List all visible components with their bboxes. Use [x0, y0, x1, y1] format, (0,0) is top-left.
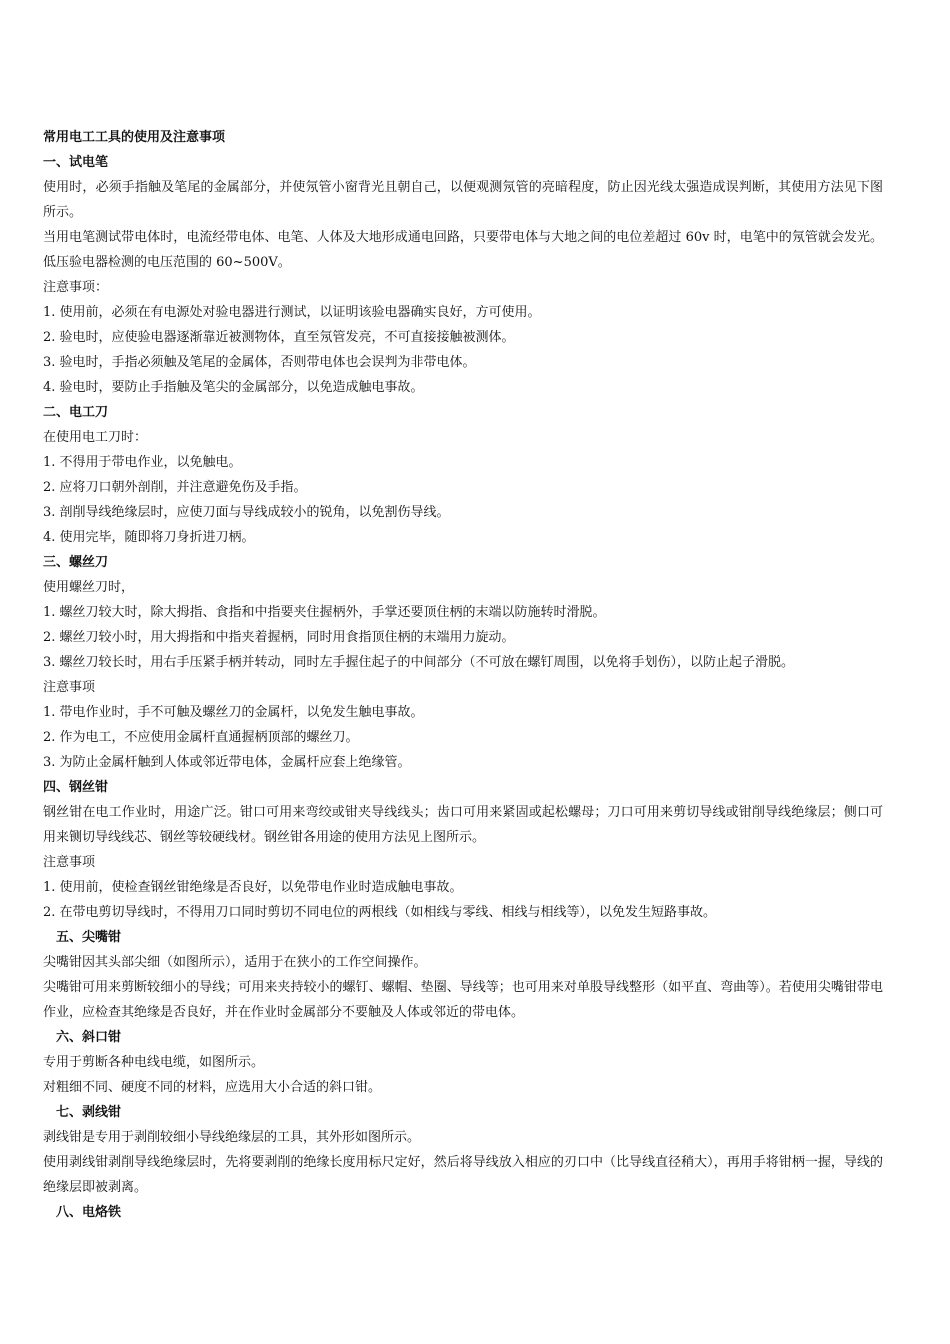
- paragraph: 钢丝钳在电工作业时，用途广泛。钳口可用来弯绞或钳夹导线线头；齿口可用来紧固或起松螺母；刀口可用来剪切导线或钳削导线绝缘层；侧口可用来铡切导线线芯、钢丝等较硬线材。钢丝钳各用途的使用方法见上图所示。: [43, 805, 883, 845]
- paragraph: 尖嘴钳因其头部尖细（如图所示），适用于在狭小的工作空间操作。: [43, 955, 427, 970]
- list-item: 3. 为防止金属杆触到人体或邻近带电体，金属杆应套上绝缘管。: [43, 755, 411, 770]
- list-item: 1. 带电作业时，手不可触及螺丝刀的金属杆，以免发生触电事故。: [43, 705, 424, 720]
- list-item: 2. 作为电工，不应使用金属杆直通握柄顶部的螺丝刀。: [43, 730, 359, 745]
- section-heading-pliers: 四、钢丝钳: [43, 780, 109, 795]
- list-item: 3. 剖削导线绝缘层时，应使刀面与导线成较小的锐角，以免割伤导线。: [43, 505, 450, 520]
- document-title: 常用电工工具的使用及注意事项: [43, 130, 226, 145]
- paragraph: 对粗细不同、硬度不同的材料，应选用大小合适的斜口钳。: [43, 1080, 382, 1095]
- notes-label: 注意事项：: [43, 280, 109, 295]
- paragraph: 尖嘴钳可用来剪断较细小的导线；可用来夹持较小的螺钉、螺帽、垫圈、导线等；也可用来对单股导线整形（如平直、弯曲等）。若使用尖嘴钳带电作业，应检查其绝缘是否良好，并在作业时金属部分不要触及人体或邻近的带电体。: [43, 980, 883, 1020]
- section-heading-wire-stripper: 七、剥线钳: [56, 1105, 122, 1120]
- section-heading-diagonal-pliers: 六、斜口钳: [56, 1030, 122, 1045]
- list-item: 4. 验电时，要防止手指触及笔尖的金属部分，以免造成触电事故。: [43, 380, 424, 395]
- paragraph: 当用电笔测试带电体时，电流经带电体、电笔、人体及大地形成通电回路，只要带电体与大地之间的电位差超过 60v 时，电笔中的氖管就会发光。低压验电器检测的电压范围的 60~500V。: [43, 230, 883, 270]
- paragraph: 使用时，必须手指触及笔尾的金属部分，并使氖管小窗背光且朝自己，以便观测氖管的亮暗程度，防止因光线太强造成误判断，其使用方法见下图所示。: [43, 180, 883, 220]
- list-item: 2. 验电时，应使验电器逐渐靠近被测物体，直至氖管发亮，不可直接接触被测体。: [43, 330, 515, 345]
- section-heading-needle-nose-pliers: 五、尖嘴钳: [56, 930, 122, 945]
- section-heading-test-pen: 一、试电笔: [43, 155, 109, 170]
- paragraph: 在使用电工刀时：: [43, 430, 148, 445]
- list-item: 1. 使用前，必须在有电源处对验电器进行测试，以证明该验电器确实良好，方可使用。: [43, 305, 541, 320]
- document-page: [43, 125, 883, 1225]
- paragraph: 使用剥线钳剥削导线绝缘层时，先将要剥削的绝缘长度用标尺定好，然后将导线放入相应的刃口中（比导线直径稍大），再用手将钳柄一握，导线的绝缘层即被剥离。: [43, 1155, 883, 1195]
- list-item: 3. 验电时，手指必须触及笔尾的金属体，否则带电体也会误判为非带电体。: [43, 355, 476, 370]
- notes-label: 注意事项: [43, 855, 96, 870]
- section-heading-soldering-iron: 八、电烙铁: [56, 1205, 122, 1220]
- list-item: 1. 螺丝刀较大时，除大拇指、食指和中指要夹住握柄外，手掌还要顶住柄的末端以防施转时滑脱。: [43, 605, 606, 620]
- paragraph: 使用螺丝刀时，: [43, 580, 135, 595]
- list-item: 1. 使用前，使检查钢丝钳绝缘是否良好，以免带电作业时造成触电事故。: [43, 880, 463, 895]
- list-item: 1. 不得用于带电作业，以免触电。: [43, 455, 242, 470]
- list-item: 2. 应将刀口朝外剖削，并注意避免伤及手指。: [43, 480, 307, 495]
- list-item: 2. 在带电剪切导线时，不得用刀口同时剪切不同电位的两根线（如相线与零线、相线与相线等），以免发生短路事故。: [43, 905, 717, 920]
- list-item: 4. 使用完毕，随即将刀身折进刀柄。: [43, 530, 255, 545]
- notes-label: 注意事项: [43, 680, 96, 695]
- section-heading-screwdriver: 三、螺丝刀: [43, 555, 109, 570]
- list-item: 3. 螺丝刀较长时，用右手压紧手柄并转动，同时左手握住起子的中间部分（不可放在螺钉周围，以免将手划伤），以防止起子滑脱。: [43, 655, 795, 670]
- paragraph: 专用于剪断各种电线电缆，如图所示。: [43, 1055, 265, 1070]
- list-item: 2. 螺丝刀较小时，用大拇指和中指夹着握柄，同时用食指顶住柄的末端用力旋动。: [43, 630, 515, 645]
- paragraph: 剥线钳是专用于剥削较细小导线绝缘层的工具，其外形如图所示。: [43, 1130, 421, 1145]
- section-heading-electrician-knife: 二、电工刀: [43, 405, 109, 420]
